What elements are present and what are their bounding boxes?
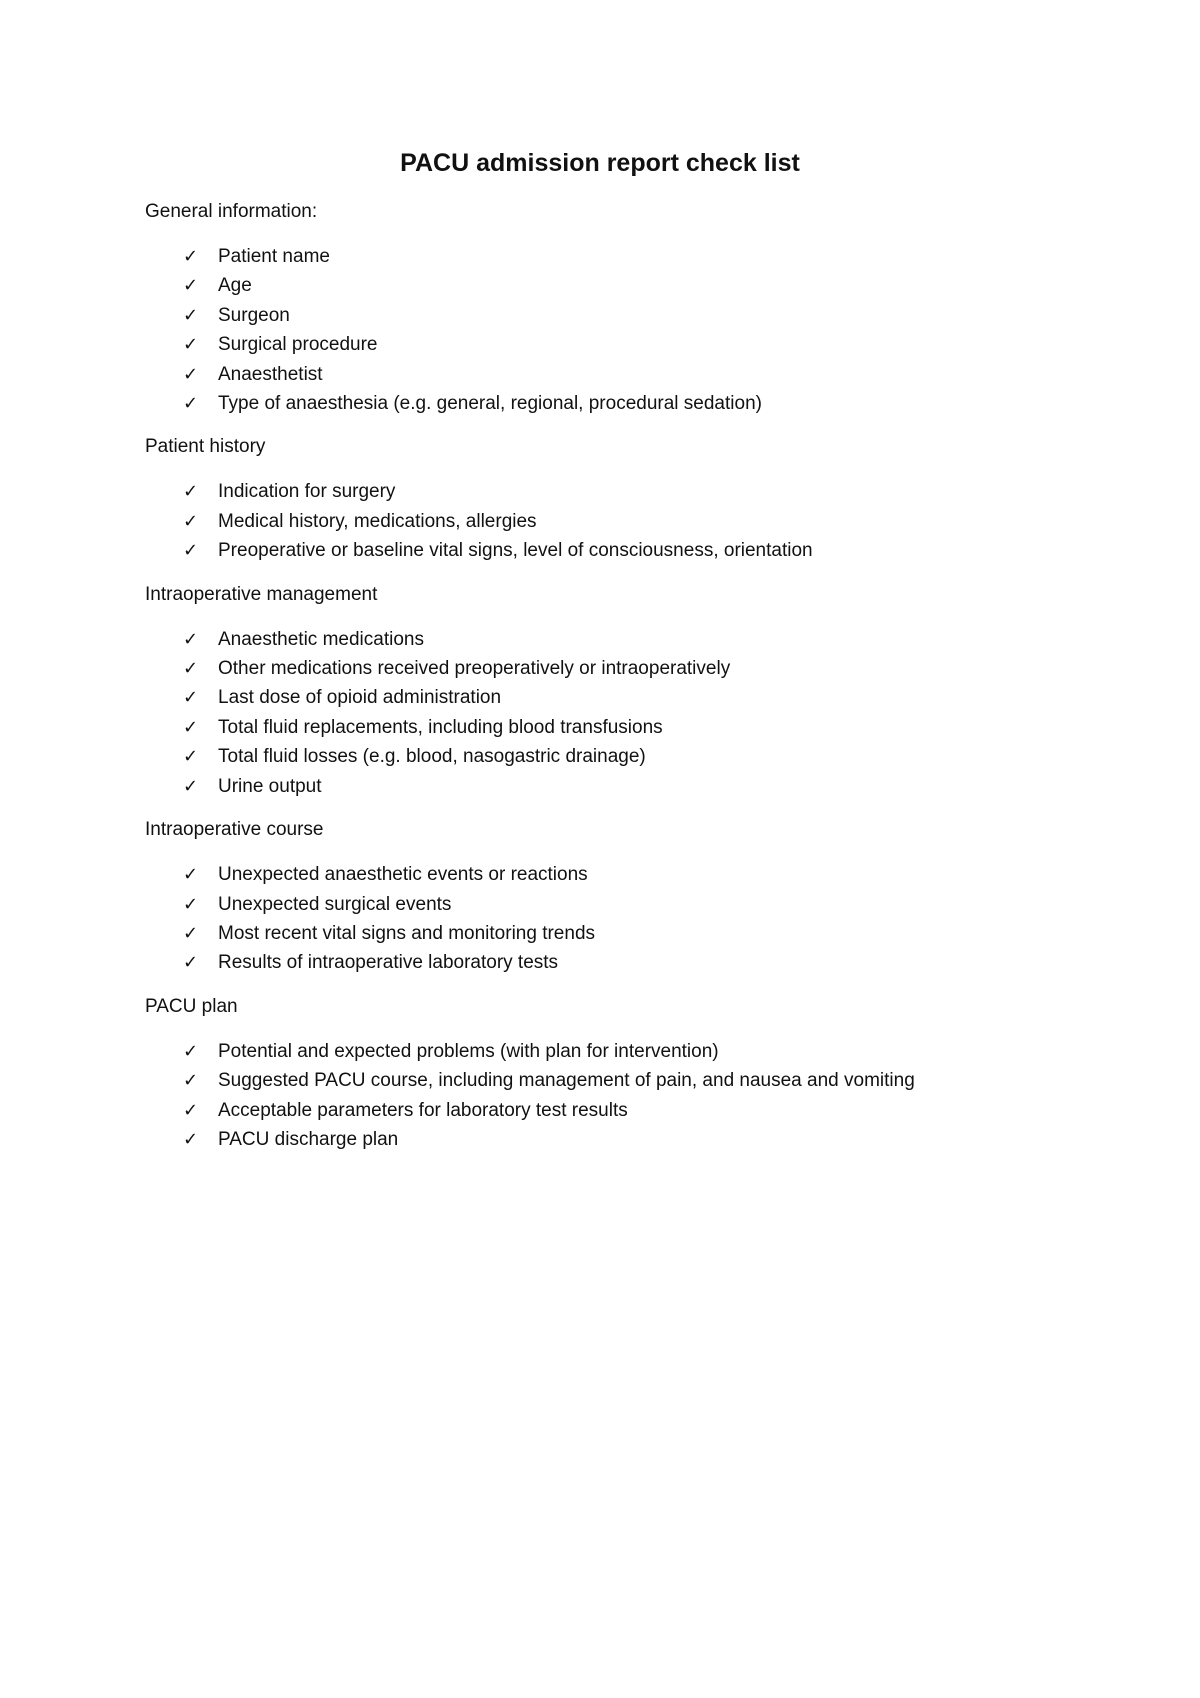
check-mark-icon: ✓ — [183, 540, 199, 562]
checklist-item — [145, 742, 1145, 771]
checklist-item — [145, 625, 1145, 654]
check-mark-icon: ✓ — [183, 922, 199, 944]
checklist-item — [145, 919, 1145, 948]
check-mark-icon: ✓ — [183, 481, 199, 503]
check-mark-icon: ✓ — [183, 952, 199, 974]
checklist-item — [145, 242, 1145, 271]
check-mark-icon: ✓ — [183, 246, 199, 267]
check-mark-icon: ✓ — [183, 746, 199, 768]
checklist-item-text: Total fluid losses (e.g. blood, nasogastric drainage) — [218, 746, 646, 768]
checklist-item-text: Indication for surgery — [218, 481, 396, 503]
checklist-item-text: Total fluid replacements, including blood transfusions — [218, 716, 663, 738]
checklist-item — [145, 271, 1145, 300]
checklist-item-text: PACU discharge plan — [218, 1128, 399, 1150]
checklist-item — [145, 389, 1145, 418]
checklist-item-text: Medical history, medications, allergies — [218, 510, 537, 532]
checklist-item-text: Results of intraoperative laboratory tests — [218, 952, 559, 974]
checklist-item-text: Type of anaesthesia (e.g. general, regional, procedural sedation) — [218, 393, 762, 415]
checklist-item — [145, 360, 1145, 389]
checklist-item-text: Suggested PACU course, including management of pain, and nausea and vomiting — [218, 1070, 915, 1092]
check-mark-icon: ✓ — [183, 304, 199, 326]
checklist-item — [145, 683, 1145, 712]
checklist-section — [145, 198, 1145, 418]
checklist-item-text: Anaesthetic medications — [218, 628, 424, 650]
checklist-item-text: Surgeon — [218, 304, 290, 326]
checklist-section — [145, 993, 1145, 1155]
checklist-item — [145, 1125, 1145, 1154]
checklist-items — [145, 1037, 1145, 1155]
check-mark-icon: ✓ — [183, 1070, 199, 1092]
check-mark-icon: ✓ — [183, 393, 199, 415]
check-mark-icon: ✓ — [183, 510, 199, 532]
checklist-item-text: Other medications received preoperatively or intraoperatively — [218, 658, 731, 680]
checklist-item — [145, 536, 1145, 565]
checklist-item-text: Preoperative or baseline vital signs, level of consciousness, orientation — [218, 540, 813, 562]
check-mark-icon: ✓ — [183, 275, 199, 297]
checklist-items — [145, 860, 1145, 978]
checklist-items — [145, 625, 1145, 801]
document-title: PACU admission report check list — [400, 149, 800, 177]
checklist-section — [145, 581, 1145, 801]
checklist-section — [145, 816, 1145, 978]
checklist-item — [145, 1096, 1145, 1125]
checklist-item — [145, 654, 1145, 683]
check-mark-icon: ✓ — [183, 893, 199, 915]
checklist-item — [145, 301, 1145, 330]
check-mark-icon: ✓ — [183, 716, 199, 738]
checklist-item-text: Urine output — [218, 775, 322, 797]
checklist-item — [145, 860, 1145, 889]
checklist-section — [145, 433, 1145, 565]
checklist-item — [145, 948, 1145, 977]
section-heading: Patient history — [145, 436, 266, 458]
checklist-item-text: Patient name — [218, 246, 330, 267]
checklist-item — [145, 1066, 1145, 1095]
section-heading: PACU plan — [145, 995, 238, 1017]
check-mark-icon: ✓ — [183, 775, 199, 797]
checklist-item-text: Most recent vital signs and monitoring trends — [218, 922, 596, 944]
checklist-item-text: Anaesthetist — [218, 363, 323, 385]
checklist-item — [145, 330, 1145, 359]
check-mark-icon: ✓ — [183, 864, 199, 886]
checklist-item — [145, 772, 1145, 801]
checklist-item-text: Unexpected surgical events — [218, 893, 452, 915]
checklist-item-text: Potential and expected problems (with plan for intervention) — [218, 1040, 719, 1062]
checklist-item-text: Acceptable parameters for laboratory test results — [218, 1099, 628, 1121]
checklist-item — [145, 477, 1145, 506]
check-mark-icon: ✓ — [183, 628, 199, 650]
checklist-item-text: Last dose of opioid administration — [218, 687, 502, 709]
section-heading: Intraoperative management — [145, 583, 378, 605]
checklist-item — [145, 890, 1145, 919]
checklist-content — [145, 198, 1145, 1169]
section-heading: Intraoperative course — [145, 819, 324, 841]
check-mark-icon: ✓ — [183, 1099, 199, 1121]
check-mark-icon: ✓ — [183, 334, 199, 356]
checklist-items — [145, 242, 1145, 418]
section-heading: General information: — [145, 201, 318, 222]
check-mark-icon: ✓ — [183, 1040, 199, 1062]
checklist-item — [145, 507, 1145, 536]
checklist-item — [145, 713, 1145, 742]
check-mark-icon: ✓ — [183, 658, 199, 680]
check-mark-icon: ✓ — [183, 1128, 199, 1150]
checklist-item — [145, 1037, 1145, 1066]
checklist-items — [145, 477, 1145, 565]
checklist-item-text: Surgical procedure — [218, 334, 378, 356]
checklist-item-text: Age — [218, 275, 252, 297]
check-mark-icon: ✓ — [183, 363, 199, 385]
check-mark-icon: ✓ — [183, 687, 199, 709]
checklist-item-text: Unexpected anaesthetic events or reactions — [218, 864, 588, 886]
